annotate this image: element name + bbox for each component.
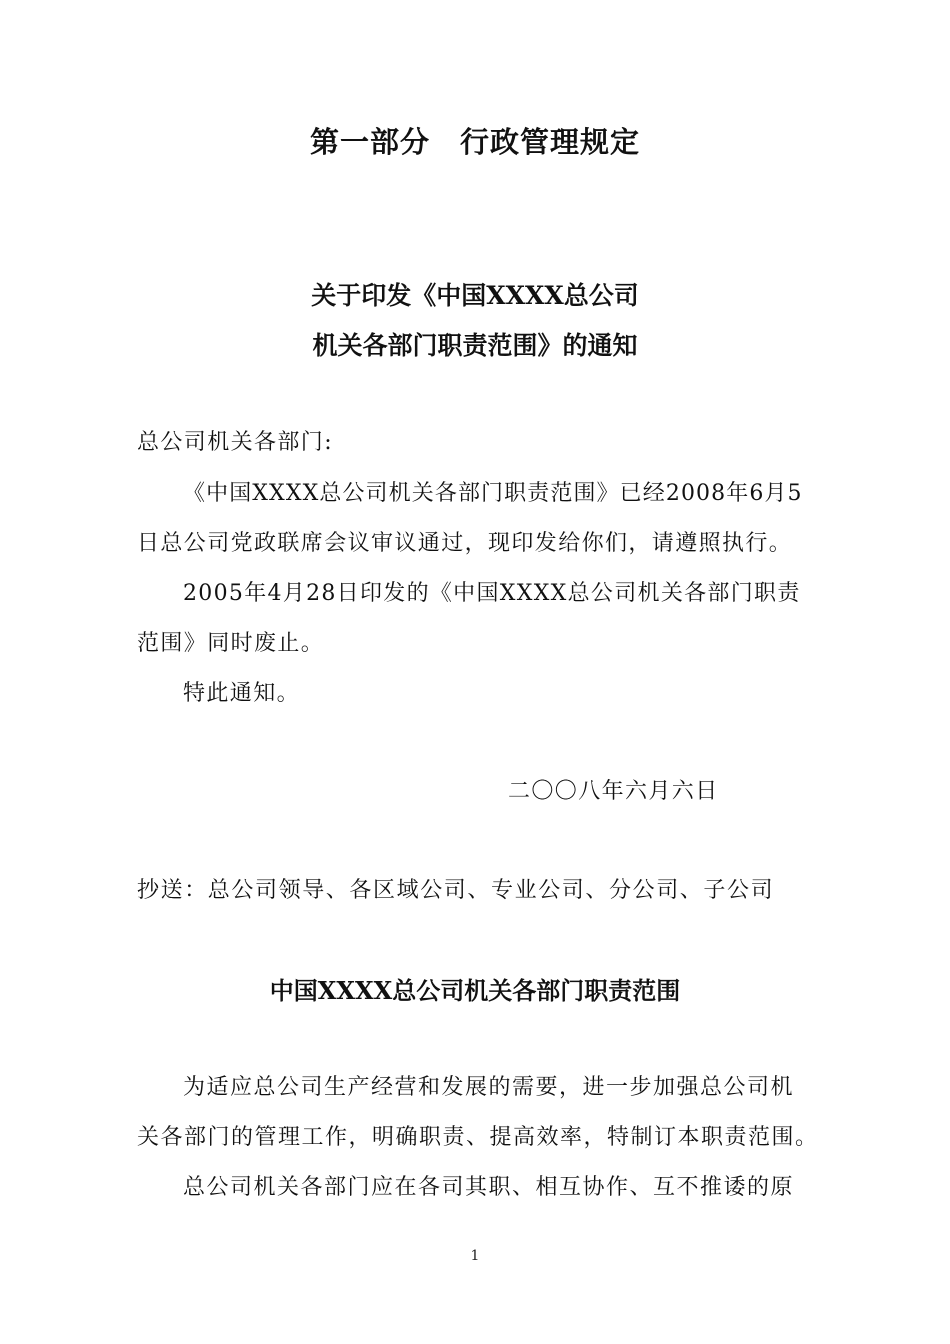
notice-paragraph-1-line-2: 日总公司党政联席会议审议通过，现印发给你们，请遵照执行。 xyxy=(137,531,793,556)
notice-title-line-2: 机关各部门职责范围》的通知 xyxy=(312,331,638,360)
notice-closing: 特此通知。 xyxy=(183,681,301,706)
issue-date: 二〇〇八年六月六日 xyxy=(508,779,719,804)
notice-paragraph-1-line-1: 《中国XXXX总公司机关各部门职责范围》已经2008年6月5 xyxy=(183,481,803,506)
scope-paragraph-1-line-1: 为适应总公司生产经营和发展的需要，进一步加强总公司机 xyxy=(183,1075,795,1100)
notice-title-line-1: 关于印发《中国XXXX总公司 xyxy=(311,281,639,310)
part-title: 第一部分 行政管理规定 xyxy=(309,125,640,159)
scope-paragraph-1-line-2: 关各部门的管理工作，明确职责、提高效率，特制订本职责范围。 xyxy=(137,1125,819,1150)
cc-line: 抄送：总公司领导、各区域公司、专业公司、分公司、子公司 xyxy=(137,878,775,903)
scope-title: 中国XXXX总公司机关各部门职责范围 xyxy=(269,976,681,1005)
notice-paragraph-2-line-2: 范围》同时废止。 xyxy=(137,631,325,656)
notice-paragraph-2-line-1: 2005年4月28日印发的《中国XXXX总公司机关各部门职责 xyxy=(183,581,801,606)
scope-paragraph-2-line-1: 总公司机关各部门应在各司其职、相互协作、互不推诿的原 xyxy=(183,1175,795,1200)
addressee: 总公司机关各部门: xyxy=(137,430,334,455)
page-number: 1 xyxy=(470,1248,480,1264)
